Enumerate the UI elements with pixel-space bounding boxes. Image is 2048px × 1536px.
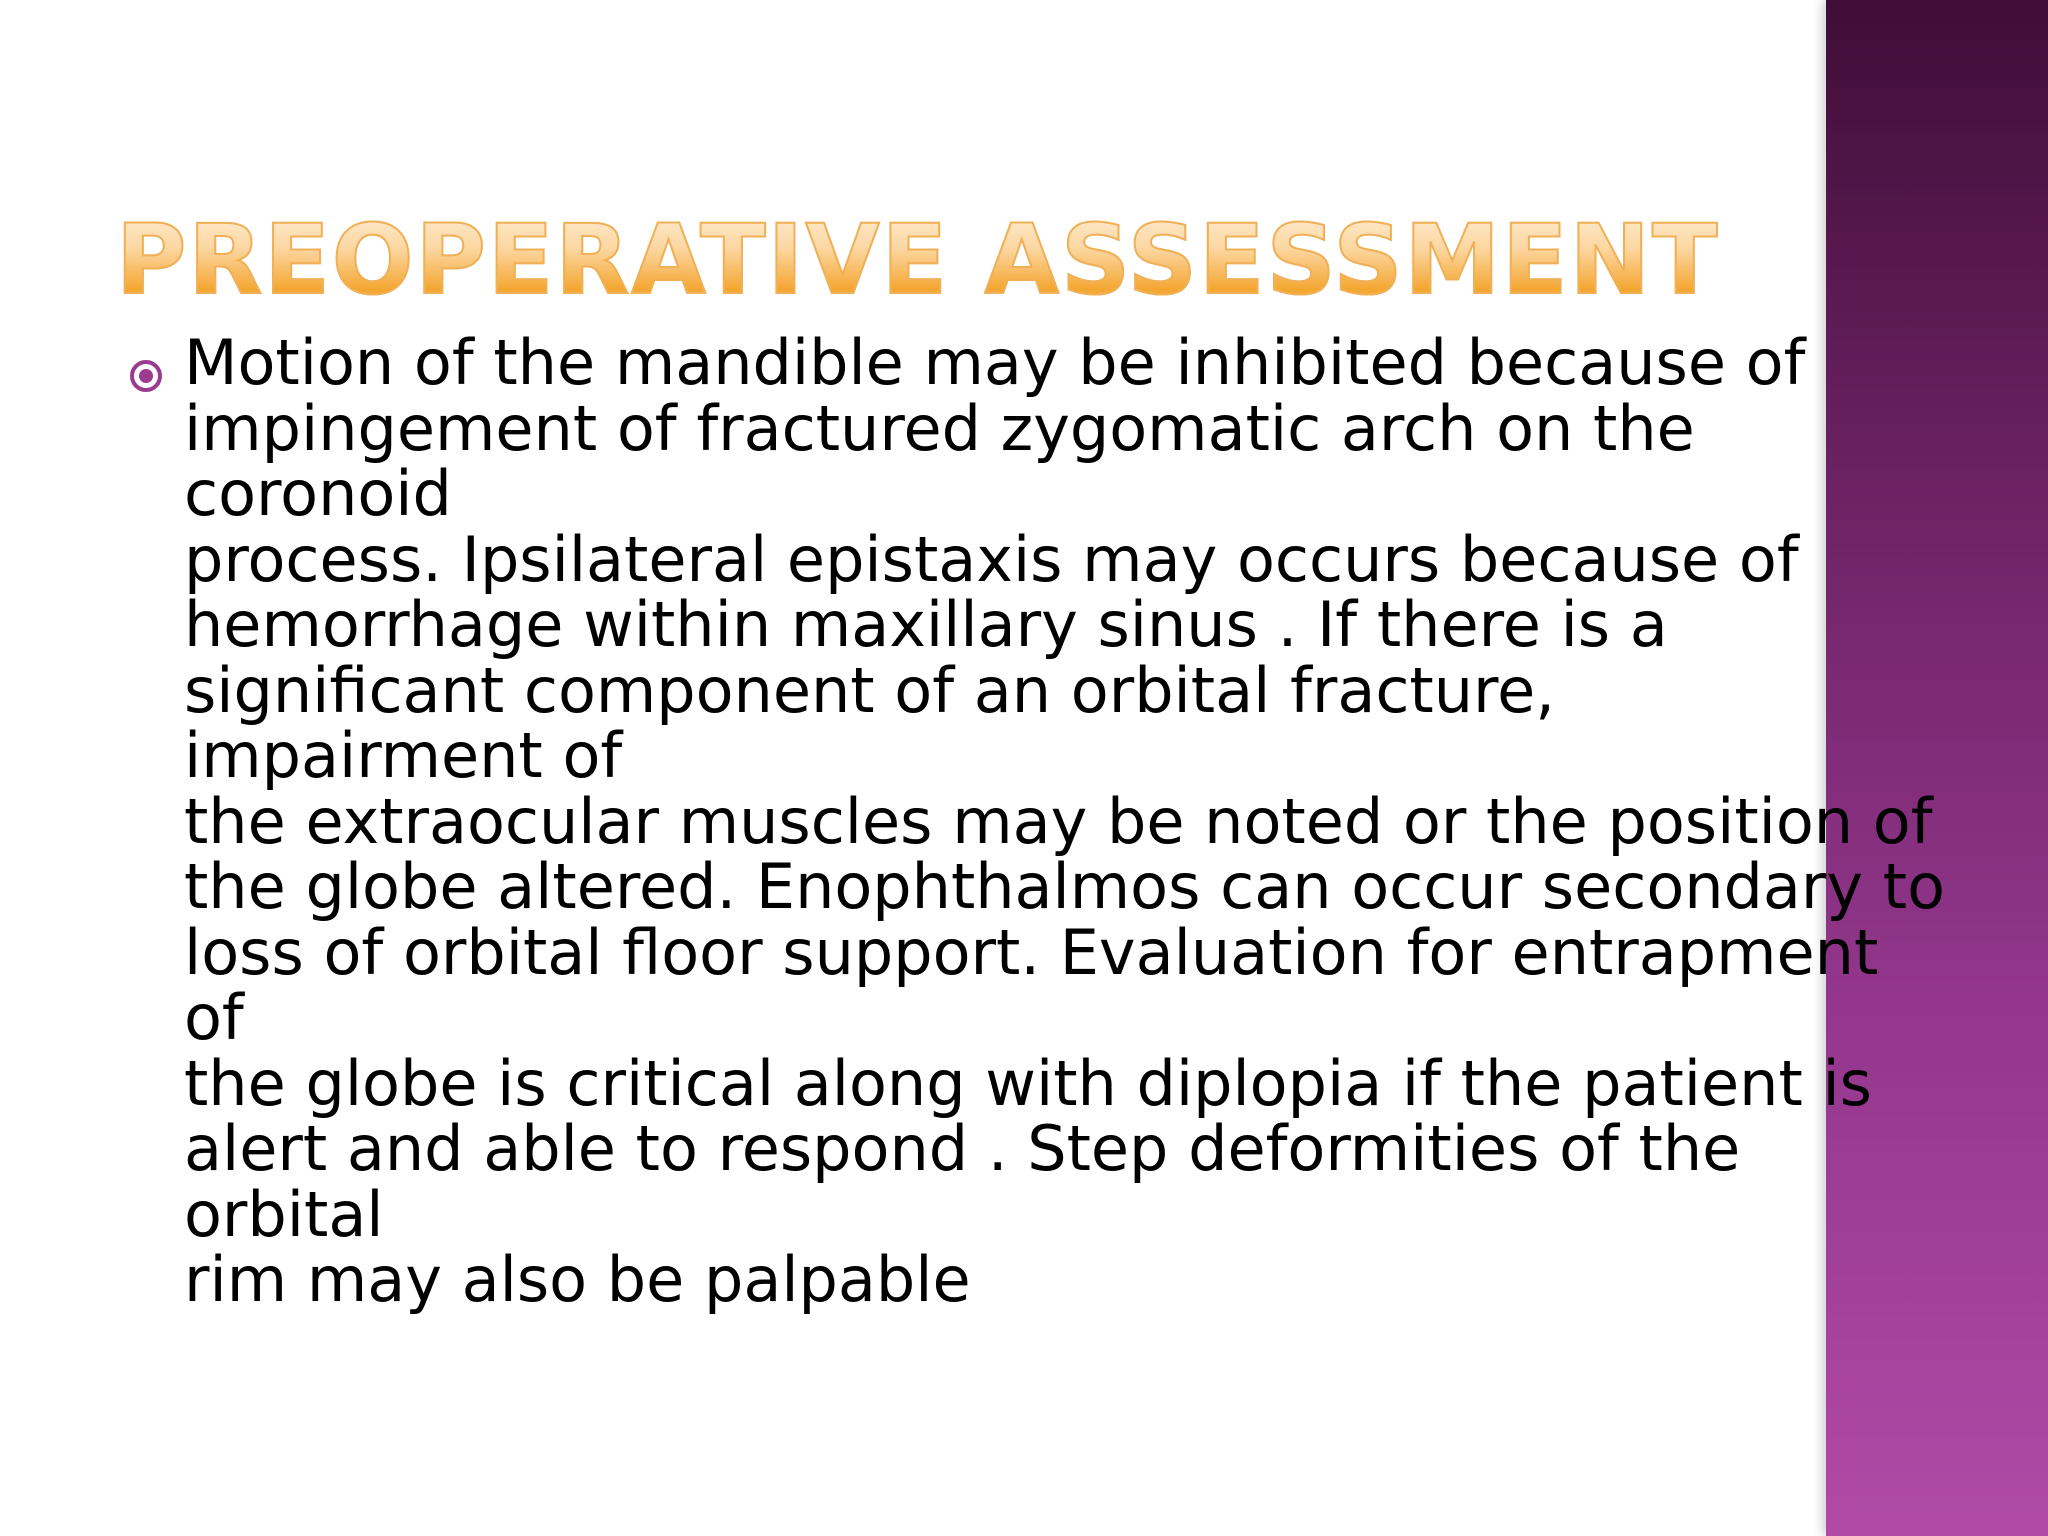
body-line: orbital <box>184 1177 384 1251</box>
body-line: hemorrhage within maxillary sinus . If there is a <box>184 588 1668 661</box>
body-line: coronoid <box>184 457 452 530</box>
body-line: alert and able to respond . Step deformities of the <box>184 1112 1741 1185</box>
slide-title: PREOPERATIVE ASSESSMENT <box>116 200 1719 320</box>
bullet-paragraph <box>184 326 1946 1316</box>
body-line: the globe altered. Enophthalmos can occur secondary to <box>184 850 1946 923</box>
body-line: rim may also be palpable <box>184 1243 971 1316</box>
body-line: of <box>184 981 244 1054</box>
body-line: significant component of an orbital fracture, <box>184 653 1555 727</box>
body-line: Motion of the mandible may be inhibited because of <box>184 326 1806 399</box>
body-line: loss of orbital floor support. Evaluation for entrapment <box>184 915 1879 989</box>
body-line: impairment of <box>184 719 623 792</box>
body-line: the extraocular muscles may be noted or the position of <box>184 784 1933 858</box>
body-line: process. Ipsilateral epistaxis may occurs because of <box>184 522 1799 596</box>
circled-dot-bullet-icon <box>127 357 165 395</box>
body-line: impingement of fractured zygomatic arch on the <box>184 391 1695 465</box>
body-line: the globe is critical along with diplopia if the patient is <box>184 1046 1872 1120</box>
